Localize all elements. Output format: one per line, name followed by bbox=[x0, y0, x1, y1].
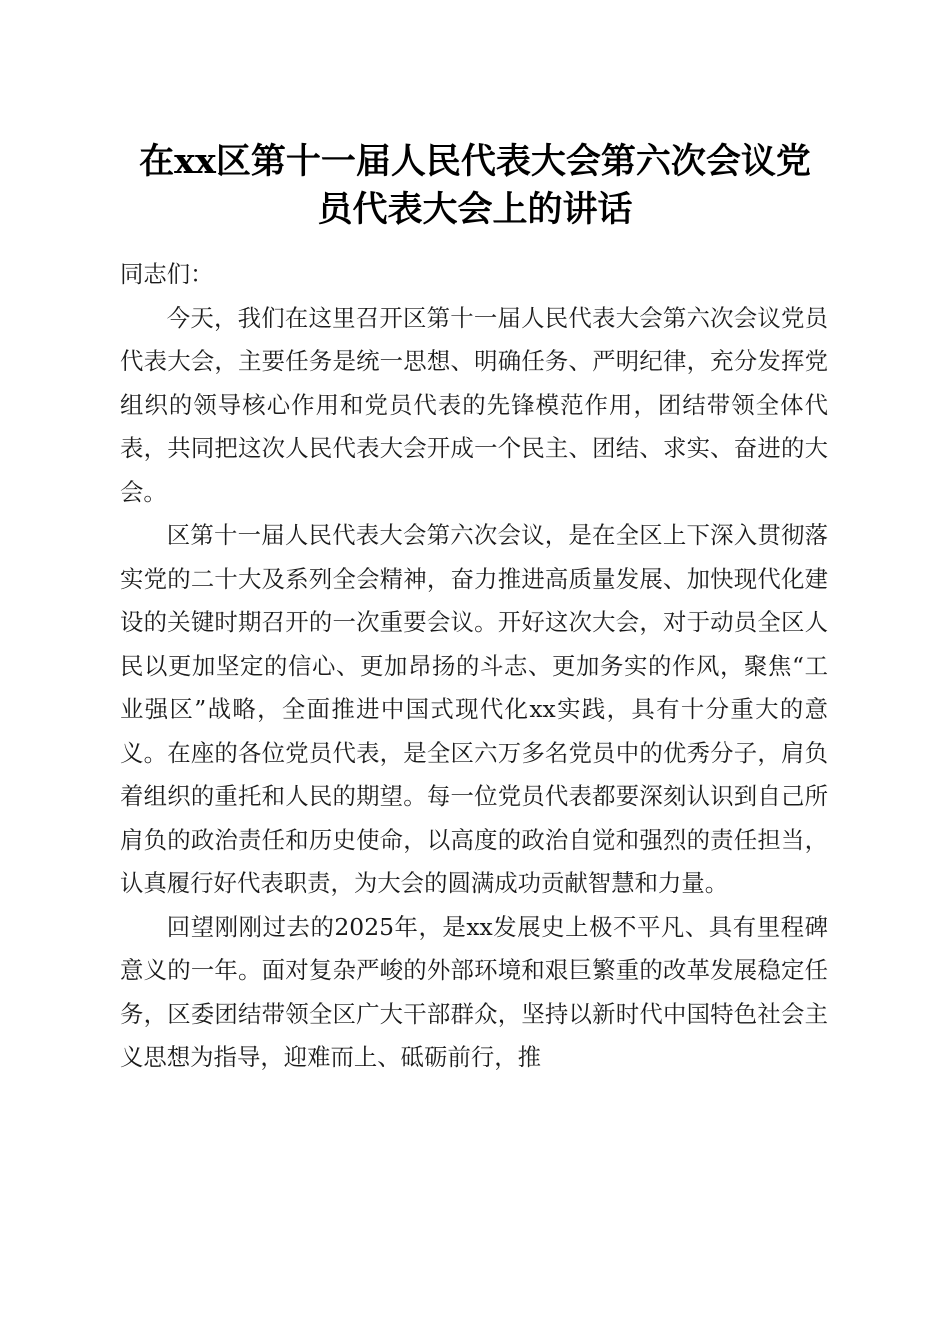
salutation: 同志们： bbox=[120, 260, 214, 288]
title-line-2: 员代表大会上的讲话 bbox=[317, 189, 633, 230]
paragraph-2: 区第十一届人民代表大会第六次会议，是在全区上下深入贯彻落实党的二十大及系列全会精神，奋力推进高质量发展、加快现代化建设的关键时期召开的一次重要会议。开好这次大会，对于动员全区人民以更加坚定的信心、更加昂扬的斗志、更加务实的作风，聚焦“工业强区”战略，全面推进中国式现代化xx实践，具有十分重大的意义。在座的各位党员代表，是全区六万多名党员中的优秀分子，肩负着组织的重托和人民的期望。每一位党员代表都要深刻认识到自己所肩负的政治责任和历史使命，以高度的政治自觉和强烈的责任担当，认真履行好代表职责，为大会的圆满成功贡献智慧和力量。 bbox=[120, 521, 828, 897]
paragraph-1: 今天，我们在这里召开区第十一届人民代表大会第六次会议党员代表大会，主要任务是统一思想、明确任务、严明纪律，充分发挥党组织的领导核心作用和党员代表的先锋模范作用，团结带领全体代表，共同把这次人民代表大会开成一个民主、团结、求实、奋进的大会。 bbox=[120, 303, 828, 506]
document-title bbox=[110, 138, 840, 234]
title-line-1: 在xx区第十一届人民代表大会第六次会议党 bbox=[139, 141, 811, 182]
document-body bbox=[120, 253, 828, 1080]
paragraph-3: 回望刚刚过去的2025年，是xx发展史上极不平凡、具有里程碑意义的一年。面对复杂严峻的外部环境和艰巨繁重的改革发展稳定任务，区委团结带领全区广大干部群众，坚持以新时代中国特色社会主义思想为指导，迎难而上、砥砺前行，推 bbox=[120, 912, 828, 1071]
